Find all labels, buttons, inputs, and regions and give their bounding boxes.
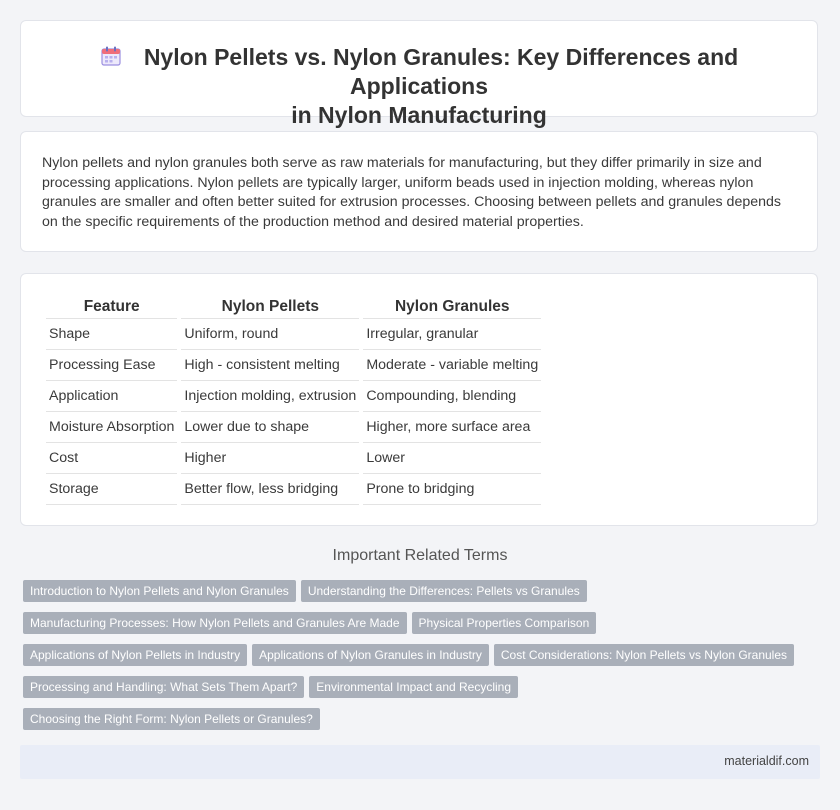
table-row: [46, 319, 541, 350]
related-term-tag[interactable]: Choosing the Right Form: Nylon Pellets or Granules?: [23, 708, 320, 730]
comparison-card: [20, 273, 818, 526]
table-row: [46, 474, 541, 505]
table-row: [46, 381, 541, 412]
table-row: [46, 412, 541, 443]
related-term-tag[interactable]: Cost Considerations: Nylon Pellets vs Nylon Granules: [494, 644, 794, 666]
cell-pellets: High - consistent melting: [181, 350, 359, 381]
related-term-tag[interactable]: Manufacturing Processes: How Nylon Pellets and Granules Are Made: [23, 612, 407, 634]
related-term-tag[interactable]: Applications of Nylon Pellets in Industry: [23, 644, 247, 666]
cell-feature: Shape: [46, 319, 177, 350]
cell-feature: Application: [46, 381, 177, 412]
title-line-1: Nylon Pellets vs. Nylon Granules: Key Differences and Applications: [143, 44, 739, 99]
cell-pellets: Higher: [181, 443, 359, 474]
comparison-table: [42, 296, 545, 505]
related-terms-title: Important Related Terms: [332, 547, 508, 564]
header-nylon-pellets: Nylon Pellets: [181, 296, 359, 319]
table-row: [46, 443, 541, 474]
header-feature: Feature: [46, 296, 177, 319]
related-terms-list: [23, 580, 813, 740]
table-header-row: [46, 296, 541, 319]
cell-granules: Lower: [363, 443, 541, 474]
footer: [20, 745, 820, 779]
calendar-icon: [100, 45, 122, 67]
intro-paragraph: Nylon pellets and nylon granules both serve as raw materials for manufacturing, but they differ primarily in size and processing applications. Nylon pellets are typically larger, uniform beads used in injection molding, whereas nylon granules are smaller and often better suited for extrusion processes. Choosing between pellets and granules depends on the specific requirements of the production method and desired material properties.: [42, 155, 781, 230]
cell-granules: Irregular, granular: [363, 319, 541, 350]
intro-card: [20, 131, 818, 252]
cell-granules: Compounding, blending: [363, 381, 541, 412]
footer-site-link[interactable]: materialdif.com: [724, 754, 809, 768]
cell-feature: Storage: [46, 474, 177, 505]
cell-granules: Higher, more surface area: [363, 412, 541, 443]
page-title: [21, 43, 817, 130]
table-row: [46, 350, 541, 381]
related-term-tag[interactable]: Environmental Impact and Recycling: [309, 676, 518, 698]
cell-pellets: Injection molding, extrusion: [181, 381, 359, 412]
cell-feature: Moisture Absorption: [46, 412, 177, 443]
related-term-tag[interactable]: Introduction to Nylon Pellets and Nylon Granules: [23, 580, 296, 602]
cell-pellets: Uniform, round: [181, 319, 359, 350]
header-nylon-granules: Nylon Granules: [363, 296, 541, 319]
related-term-tag[interactable]: Physical Properties Comparison: [412, 612, 597, 634]
cell-feature: Processing Ease: [46, 350, 177, 381]
cell-pellets: Better flow, less bridging: [181, 474, 359, 505]
cell-feature: Cost: [46, 443, 177, 474]
related-term-tag[interactable]: Applications of Nylon Granules in Industry: [252, 644, 489, 666]
related-term-tag[interactable]: Understanding the Differences: Pellets vs Granules: [301, 580, 587, 602]
cell-pellets: Lower due to shape: [181, 412, 359, 443]
header-card: [20, 20, 818, 128]
title-line-2: in Nylon Manufacturing: [291, 102, 547, 128]
cell-granules: Moderate - variable melting: [363, 350, 541, 381]
cell-granules: Prone to bridging: [363, 474, 541, 505]
related-term-tag[interactable]: Processing and Handling: What Sets Them Apart?: [23, 676, 304, 698]
